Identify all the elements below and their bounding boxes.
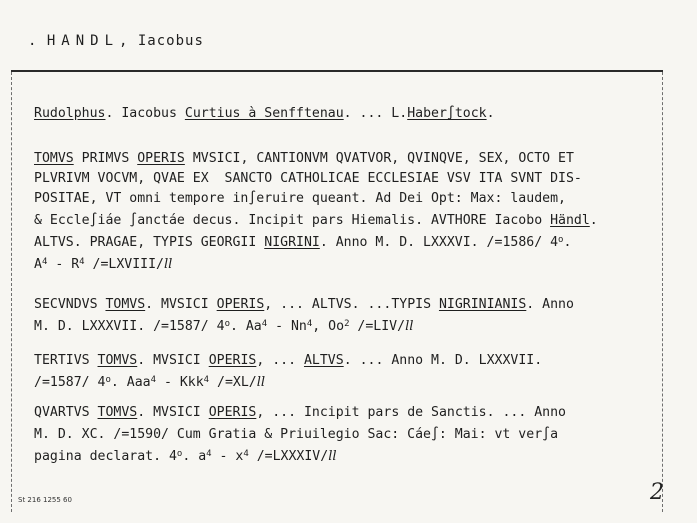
text-segment: ALTVS — [303, 353, 344, 368]
text-segment: /=XL/ — [209, 375, 257, 390]
text-segment: , ... Incipit pars de Sanctis. ... Anno — [256, 405, 566, 420]
superscript: 4 — [306, 319, 313, 329]
tomus4-line2: M. D. XC. /=1590/ Cum Gratia & Priuilegio Sac: Cáe∫: Mai: vt ver∫a — [34, 427, 559, 442]
text-segment: /=LXVIII/ — [84, 257, 164, 272]
superscript: 4 — [243, 449, 249, 459]
text-segment: ALTVS. PRAGAE, TYPIS GEORGII — [34, 235, 265, 250]
text-segment: Haber∫tock — [407, 106, 487, 121]
tomus4-line1 — [34, 405, 566, 421]
superscript: 4 — [261, 319, 268, 329]
tomus4-line3 — [34, 449, 337, 465]
handwritten-mark: ll — [328, 449, 337, 464]
tomus2-line2 — [34, 319, 414, 335]
heading-forename: Iacobus — [137, 33, 204, 49]
text-segment: TOMVS — [34, 151, 74, 166]
text-segment: . ... Anno M. D. LXXXVII. — [343, 353, 543, 368]
tomus1-line2: PLVRIVM VOCVM, QVAE EX SANCTO CATHOLICAE ECCLESIAE VSV ITA SVNT DIS- — [34, 171, 582, 186]
handwritten-mark: ll — [256, 375, 266, 390]
text-segment: /=1587/ 4 — [34, 375, 106, 390]
text-segment: - R — [47, 257, 80, 272]
text-segment: - Nn — [267, 319, 307, 334]
text-segment: . Aa — [229, 319, 262, 334]
handwritten-mark: ll — [163, 257, 173, 272]
heading-surname: HANDL — [46, 33, 120, 49]
tomus1-line3: POSITAE, VT omni tempore in∫eruire queant. Ad Dei Opt: Max: laudem, — [34, 191, 566, 206]
text-segment: . Aaa — [110, 375, 151, 390]
superscript: 4 — [41, 257, 48, 267]
superscript: 2 — [344, 319, 350, 329]
text-segment: . — [589, 213, 598, 228]
text-segment: TERTIVS — [34, 353, 98, 368]
text-segment: OPERIS — [216, 297, 265, 312]
text-segment: . Anno — [526, 297, 574, 312]
card-heading: . HANDL, Iacobus — [28, 33, 204, 49]
text-segment: , Oo — [312, 319, 345, 334]
text-segment: NIGRINI — [264, 235, 320, 250]
text-segment: . ... L. — [343, 106, 408, 121]
card-left-border — [11, 72, 12, 512]
superscript: 4 — [79, 257, 85, 267]
folio-number: 2 — [650, 480, 664, 505]
text-segment: MVSICI, CANTIONVM QVATVOR, QVINQVE, SEX, OCTO ET — [184, 151, 574, 166]
tomus1-line5 — [34, 235, 571, 251]
superscript: o — [176, 449, 183, 459]
text-segment: . Iacobus — [105, 106, 185, 121]
text-segment: . MVSICI — [137, 405, 209, 420]
tomus1-line6 — [34, 257, 172, 273]
text-segment: TOMVS — [105, 297, 146, 312]
entry-header-line — [34, 106, 495, 122]
card-right-border — [662, 72, 663, 512]
handwritten-mark: ll — [405, 319, 414, 334]
text-segment: NIGRINIANIS — [438, 297, 527, 312]
text-segment: A — [34, 257, 42, 272]
superscript: o — [105, 375, 111, 385]
superscript: 4 — [150, 375, 157, 385]
text-segment: - Kkk — [156, 375, 204, 390]
text-segment: & Eccle∫iáe ∫anctáe decus. Incipit pars Hiemalis. AVTHORE Iacobo — [34, 213, 551, 228]
text-segment: OPERIS — [137, 151, 185, 166]
text-segment: TOMVS — [97, 405, 138, 420]
tomus2-line1 — [34, 297, 574, 313]
card-top-rule — [11, 70, 663, 72]
tomus1-line4 — [34, 213, 598, 229]
text-segment: SECVNDVS — [34, 297, 106, 312]
text-segment: OPERIS — [208, 405, 257, 420]
superscript: o — [224, 319, 230, 329]
text-segment: pagina declarat. 4 — [34, 449, 177, 464]
text-segment: . a — [182, 449, 207, 464]
text-segment: , ... — [256, 353, 304, 368]
superscript: 4 — [203, 375, 210, 385]
text-segment: /=LIV/ — [349, 319, 406, 334]
text-segment: M. D. LXXXVII. /=1587/ 4 — [34, 319, 225, 334]
catalog-stamp: St 216 1255 60 — [18, 496, 72, 504]
text-segment: Händl — [550, 213, 590, 228]
superscript: 4 — [206, 449, 212, 459]
text-segment: . MVSICI — [137, 353, 209, 368]
text-segment: . Anno M. D. LXXXVI. /=1586/ 4 — [319, 235, 559, 250]
superscript: o — [558, 235, 564, 245]
text-segment: . — [486, 106, 495, 121]
heading-sep: , — [119, 33, 138, 49]
tomus3-line1 — [34, 353, 542, 369]
text-segment: OPERIS — [208, 353, 257, 368]
text-segment: , ... ALTVS. ...TYPIS — [264, 297, 439, 312]
text-segment: Rudolphus — [34, 106, 106, 121]
text-segment: PRIMVS — [73, 151, 138, 166]
text-segment: - x — [211, 449, 244, 464]
text-segment: /=LXXXIV/ — [248, 449, 329, 464]
text-segment: . — [563, 235, 572, 250]
text-segment: QVARTVS — [34, 405, 98, 420]
text-segment: Curtius à Senfftenau — [184, 106, 344, 121]
text-segment: TOMVS — [97, 353, 138, 368]
tomus1-line1 — [34, 151, 574, 167]
text-segment: . MVSICI — [145, 297, 217, 312]
tomus3-line2 — [34, 375, 265, 391]
